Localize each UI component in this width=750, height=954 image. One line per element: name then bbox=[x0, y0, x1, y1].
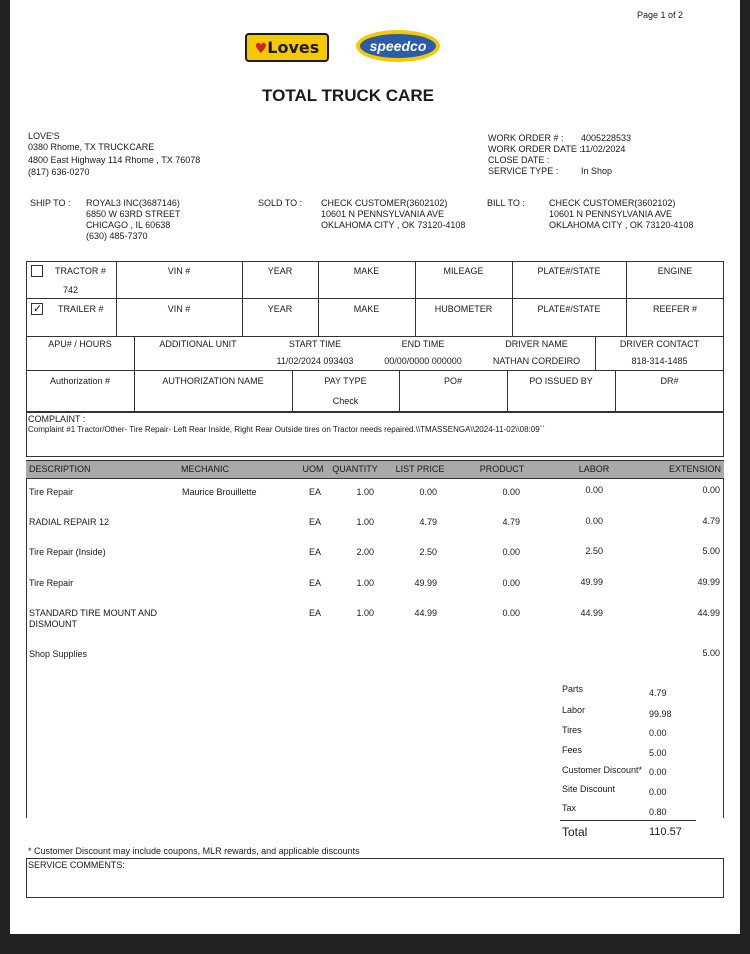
row-uom: EA bbox=[308, 487, 321, 497]
total-value: 4.79 bbox=[649, 688, 667, 698]
additional-unit-label: ADDITIONAL UNIT bbox=[159, 339, 237, 349]
close-date-label: CLOSE DATE : bbox=[488, 155, 550, 165]
row-list-price: 4.79 bbox=[419, 517, 437, 527]
authorization-number-label: Authorization # bbox=[49, 376, 111, 386]
driver-contact-label: DRIVER CONTACT bbox=[619, 339, 700, 349]
row-labor: 49.99 bbox=[580, 577, 603, 587]
total-value: 0.00 bbox=[649, 767, 667, 777]
col-description: DESCRIPTION bbox=[29, 464, 91, 474]
speedco-logo: speedco bbox=[356, 30, 440, 62]
row-description: Tire Repair bbox=[29, 487, 74, 497]
store-address: 4800 East Highway 114 Rhome , TX 76078 bbox=[28, 155, 201, 165]
row-quantity: 1.00 bbox=[356, 608, 374, 618]
total-label: Site Discount bbox=[562, 784, 616, 794]
row-extension: 5.00 bbox=[702, 546, 720, 556]
total-value: 0.00 bbox=[649, 787, 667, 797]
row-list-price: 2.50 bbox=[419, 547, 437, 557]
row-extension: 4.79 bbox=[702, 516, 720, 526]
end-time: 00/00/0000 000000 bbox=[384, 356, 462, 366]
row-description-cont: DISMOUNT bbox=[29, 619, 77, 629]
service-comments-label: SERVICE COMMENTS: bbox=[28, 860, 125, 870]
row-uom: EA bbox=[308, 547, 321, 557]
pay-type-label: PAY TYPE bbox=[324, 376, 367, 386]
ship-to-line: 6850 W 63RD STREET bbox=[86, 209, 181, 219]
trailer-hubometer-label: HUBOMETER bbox=[434, 304, 493, 314]
total-label: Labor bbox=[562, 705, 586, 715]
tractor-engine-label: ENGINE bbox=[657, 266, 693, 276]
row-list-price: 44.99 bbox=[414, 608, 437, 618]
heart-icon: ♥ bbox=[254, 41, 268, 57]
col-uom: UOM bbox=[302, 464, 324, 474]
dr-number-label: DR# bbox=[660, 376, 679, 386]
row-quantity: 1.00 bbox=[356, 487, 374, 497]
complaint-label: COMPLAINT : bbox=[28, 414, 86, 424]
ship-to-line: ROYAL3 INC(3687146) bbox=[86, 198, 180, 208]
work-order-number-label: WORK ORDER # : bbox=[488, 133, 564, 143]
checkmark-icon: ✓ bbox=[33, 303, 43, 315]
total-label: Fees bbox=[562, 745, 583, 755]
total-value: 99.98 bbox=[649, 709, 672, 719]
work-order-date-label: WORK ORDER DATE : bbox=[488, 144, 582, 154]
complaint-text: Complaint #1 Tractor/Other- Tire Repair- Left Rear Inside, Right Rear Outside tires on Tractor needs repaired.\\TMASSENGA\\2024-11-02\\08:09`` bbox=[28, 425, 545, 434]
pay-type: Check bbox=[332, 396, 359, 406]
work-order-page bbox=[10, 0, 740, 934]
row-product: 0.00 bbox=[502, 608, 520, 618]
page-number: Page 1 of 2 bbox=[637, 10, 684, 20]
total-label: Customer Discount* bbox=[562, 765, 643, 775]
driver-name: NATHAN CORDEIRO bbox=[492, 356, 581, 366]
store-location: 0380 Rhome, TX TRUCKCARE bbox=[28, 142, 155, 152]
total-value: 0.80 bbox=[649, 807, 667, 817]
total-label: Tax bbox=[562, 803, 577, 813]
work-order-date: 11/02/2024 bbox=[581, 144, 626, 154]
tractor-mileage-label: MILEAGE bbox=[443, 266, 484, 276]
ship-to-line: CHICAGO , IL 60638 bbox=[86, 220, 171, 230]
authorization-name-label: AUTHORIZATION NAME bbox=[162, 376, 264, 386]
trailer-reefer-label: REEFER # bbox=[652, 304, 697, 314]
col-product: PRODUCT bbox=[479, 464, 525, 474]
col-mechanic: MECHANIC bbox=[181, 464, 230, 474]
ship-to-label: SHIP TO : bbox=[30, 198, 71, 208]
sold-to-label: SOLD TO : bbox=[258, 198, 303, 208]
tractor-checkbox[interactable] bbox=[31, 265, 43, 277]
discount-footnote: * Customer Discount may include coupons, MLR rewards, and applicable discounts bbox=[28, 846, 360, 856]
store-name: LOVE'S bbox=[28, 131, 60, 141]
tractor-label: TRACTOR # bbox=[55, 266, 106, 276]
driver-name-label: DRIVER NAME bbox=[505, 339, 568, 349]
row-uom: EA bbox=[308, 517, 321, 527]
bill-to-line: OKLAHOMA CITY , OK 73120-4108 bbox=[549, 220, 694, 230]
tractor-make-label: MAKE bbox=[353, 266, 380, 276]
bill-to-line: 10601 N PENNSYLVANIA AVE bbox=[549, 209, 673, 219]
trailer-plate-label: PLATE#/STATE bbox=[537, 304, 601, 314]
sold-to-line: OKLAHOMA CITY , OK 73120-4108 bbox=[321, 220, 466, 230]
trailer-checkbox[interactable] bbox=[31, 303, 43, 315]
total-label: Parts bbox=[562, 684, 584, 694]
row-labor: 2.50 bbox=[585, 546, 603, 556]
total-label: Tires bbox=[562, 725, 582, 735]
start-time-label: START TIME bbox=[288, 339, 342, 349]
total-value: 0.00 bbox=[649, 728, 667, 738]
tractor-year-label: YEAR bbox=[267, 266, 293, 276]
col-quantity: QUANTITY bbox=[332, 464, 378, 474]
col-labor: LABOR bbox=[578, 464, 610, 474]
row-labor: 0.00 bbox=[585, 485, 603, 495]
ship-to-line: (630) 485-7370 bbox=[86, 231, 148, 241]
row-quantity: 1.00 bbox=[356, 578, 374, 588]
apu-hours-label: APU# / HOURS bbox=[48, 339, 112, 349]
row-description: Tire Repair (Inside) bbox=[29, 547, 106, 557]
table-left-border bbox=[26, 479, 27, 818]
col-extension: EXTENSION bbox=[668, 464, 721, 474]
loves-logo: ♥Loves bbox=[245, 33, 329, 62]
row-description: STANDARD TIRE MOUNT AND bbox=[29, 608, 158, 618]
grand-total-label: Total bbox=[562, 825, 588, 839]
row-product: 0.00 bbox=[502, 487, 520, 497]
total-value: 5.00 bbox=[649, 748, 667, 758]
page-title: TOTAL TRUCK CARE bbox=[262, 86, 434, 105]
row-list-price: 0.00 bbox=[419, 487, 437, 497]
trailer-label: TRAILER # bbox=[58, 304, 104, 314]
row-quantity: 2.00 bbox=[356, 547, 374, 557]
row-list-price: 49.99 bbox=[414, 578, 437, 588]
po-number-label: PO# bbox=[443, 376, 462, 386]
row-mechanic: Maurice Brouillette bbox=[182, 487, 257, 497]
driver-contact: 818-314-1485 bbox=[631, 356, 688, 366]
sold-to-line: 10601 N PENNSYLVANIA AVE bbox=[321, 209, 445, 219]
trailer-vin-label: VIN # bbox=[167, 304, 191, 314]
bill-to-label: BILL TO : bbox=[487, 198, 525, 208]
po-issued-by-label: PO ISSUED BY bbox=[529, 376, 593, 386]
trailer-make-label: MAKE bbox=[353, 304, 380, 314]
row-product: 4.79 bbox=[502, 517, 520, 527]
work-order-number: 4005228533 bbox=[581, 133, 632, 143]
start-time: 11/02/2024 093403 bbox=[276, 356, 354, 366]
store-phone: (817) 636-0270 bbox=[28, 167, 90, 177]
service-type-label: SERVICE TYPE : bbox=[488, 166, 559, 176]
table-right-border bbox=[723, 479, 724, 818]
tractor-plate-label: PLATE#/STATE bbox=[537, 266, 601, 276]
row-product: 0.00 bbox=[502, 547, 520, 557]
row-extension: 49.99 bbox=[697, 577, 720, 587]
row-description: Tire Repair bbox=[29, 578, 74, 588]
row-product: 0.00 bbox=[502, 578, 520, 588]
end-time-label: END TIME bbox=[401, 339, 445, 349]
tractor-vin-label: VIN # bbox=[167, 266, 191, 276]
row-labor: 0.00 bbox=[585, 516, 603, 526]
totals-divider bbox=[560, 820, 696, 821]
row-uom: EA bbox=[308, 608, 321, 618]
row-quantity: 1.00 bbox=[356, 517, 374, 527]
row-description: RADIAL REPAIR 12 bbox=[29, 517, 110, 527]
grand-total-value: 110.57 bbox=[649, 826, 682, 838]
sold-to-line: CHECK CUSTOMER(3602102) bbox=[321, 198, 448, 208]
row-uom: EA bbox=[308, 578, 321, 588]
service-comments-box bbox=[26, 858, 724, 898]
bill-to-line: CHECK CUSTOMER(3602102) bbox=[549, 198, 676, 208]
row-description: Shop Supplies bbox=[29, 649, 88, 659]
service-type: In Shop bbox=[581, 166, 613, 176]
row-labor: 44.99 bbox=[580, 608, 603, 618]
tractor-number: 742 bbox=[63, 285, 79, 295]
row-extension: 44.99 bbox=[697, 608, 720, 618]
trailer-year-label: YEAR bbox=[267, 304, 293, 314]
row-extension: 5.00 bbox=[702, 648, 720, 658]
row-extension: 0.00 bbox=[702, 485, 720, 495]
col-list-price: LIST PRICE bbox=[395, 464, 445, 474]
